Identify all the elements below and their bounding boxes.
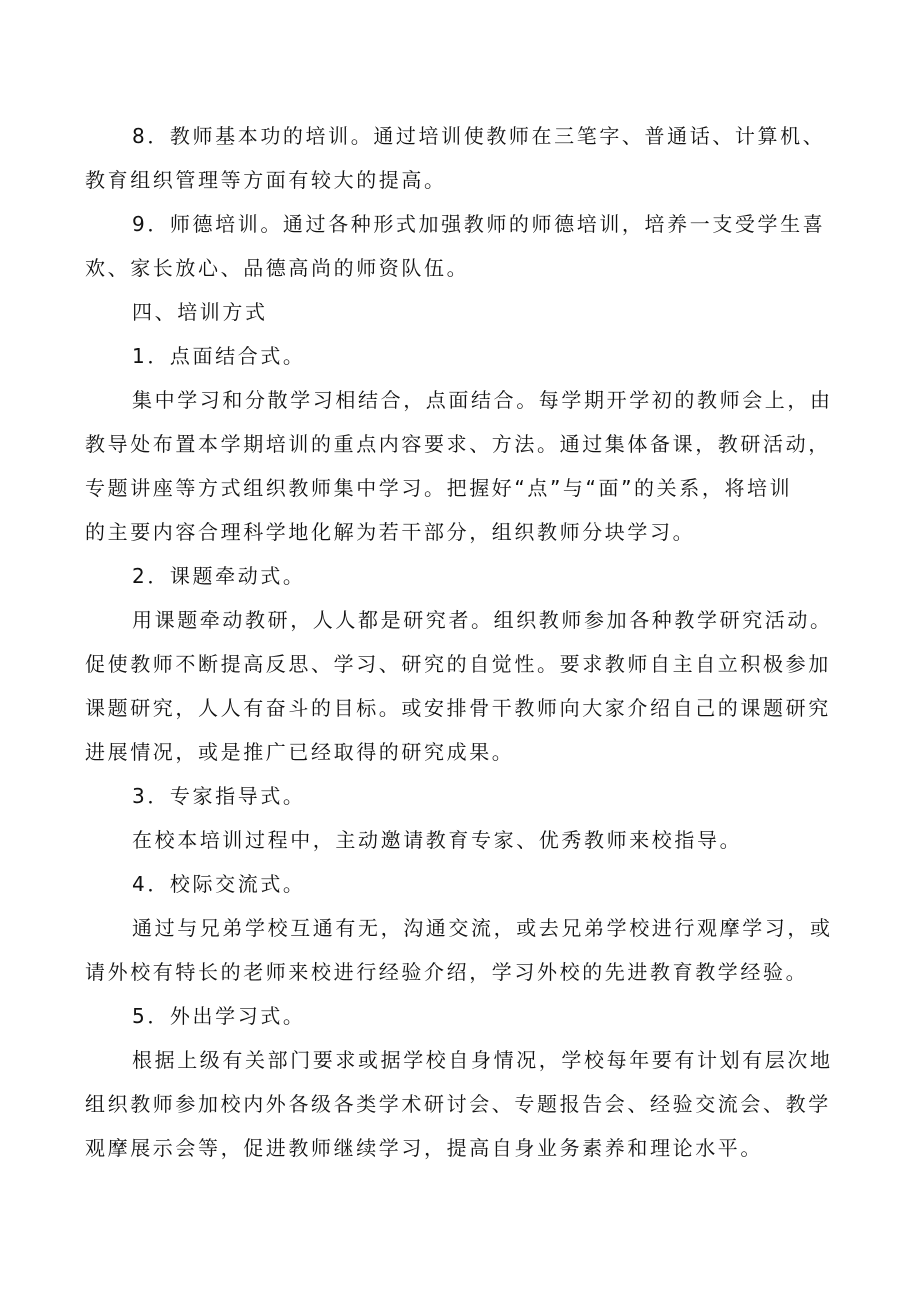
method-1-line-2: 教导处布置本学期培训的重点内容要求、方法。通过集体备课，教研活动， [85,432,831,456]
method-4-line-1: 通过与兄弟学校互通有无，沟通交流，或去兄弟学校进行观摩学习，或 [132,916,833,940]
method-5-line-2: 组织教师参加校内外各级各类学术研讨会、专题报告会、经验交流会、教学 [85,1092,831,1116]
method-1-line-3: 专题讲座等方式组织教师集中学习。把握好“点”与“面”的关系，将培训 [85,476,793,500]
method-2-line-2: 促使教师不断提高反思、学习、研究的自觉性。要求教师自主自立积极参加 [85,652,831,676]
method-3-line-1: 在校本培训过程中，主动邀请教育专家、优秀教师来校指导。 [132,828,743,852]
method-1-title: 1．点面结合式。 [132,344,306,368]
method-5-line-3: 观摩展示会等，促进教师继续学习，提高自身业务素养和理论水平。 [85,1136,763,1160]
item-8-line-2: 教育组织管理等方面有较大的提高。 [85,168,447,192]
method-5-line-1: 根据上级有关部门要求或据学校自身情况，学校每年要有计划有层次地 [132,1048,833,1072]
item-9-line-2: 欢、家长放心、品德高尚的师资队伍。 [85,256,470,280]
method-2-line-1: 用课题牵动教研，人人都是研究者。组织教师参加各种教学研究活动。 [132,608,833,632]
method-5-title: 5．外出学习式。 [132,1004,306,1028]
method-1-line-4: 的主要内容合理科学地化解为若干部分，组织教师分块学习。 [85,520,696,544]
method-1-line-1: 集中学习和分散学习相结合，点面结合。每学期开学初的教师会上，由 [132,388,833,412]
item-9-line-1: 9．师德培训。通过各种形式加强教师的师德培训，培养一支受学生喜 [132,212,826,236]
method-2-line-4: 进展情况，或是推广已经取得的研究成果。 [85,740,515,764]
method-3-title: 3．专家指导式。 [132,784,306,808]
method-4-line-2: 请外校有特长的老师来校进行经验介绍，学习外校的先进教育教学经验。 [85,960,809,984]
section-heading: 四、培训方式 [132,300,268,324]
method-4-title: 4．校际交流式。 [132,872,306,896]
method-2-title: 2．课题牵动式。 [132,564,306,588]
method-2-line-3: 课题研究，人人有奋斗的目标。或安排骨干教师向大家介绍自己的课题研究 [85,696,831,720]
item-8-line-1: 8．教师基本功的培训。通过培训使教师在三笔字、普通话、计算机、 [132,124,826,148]
